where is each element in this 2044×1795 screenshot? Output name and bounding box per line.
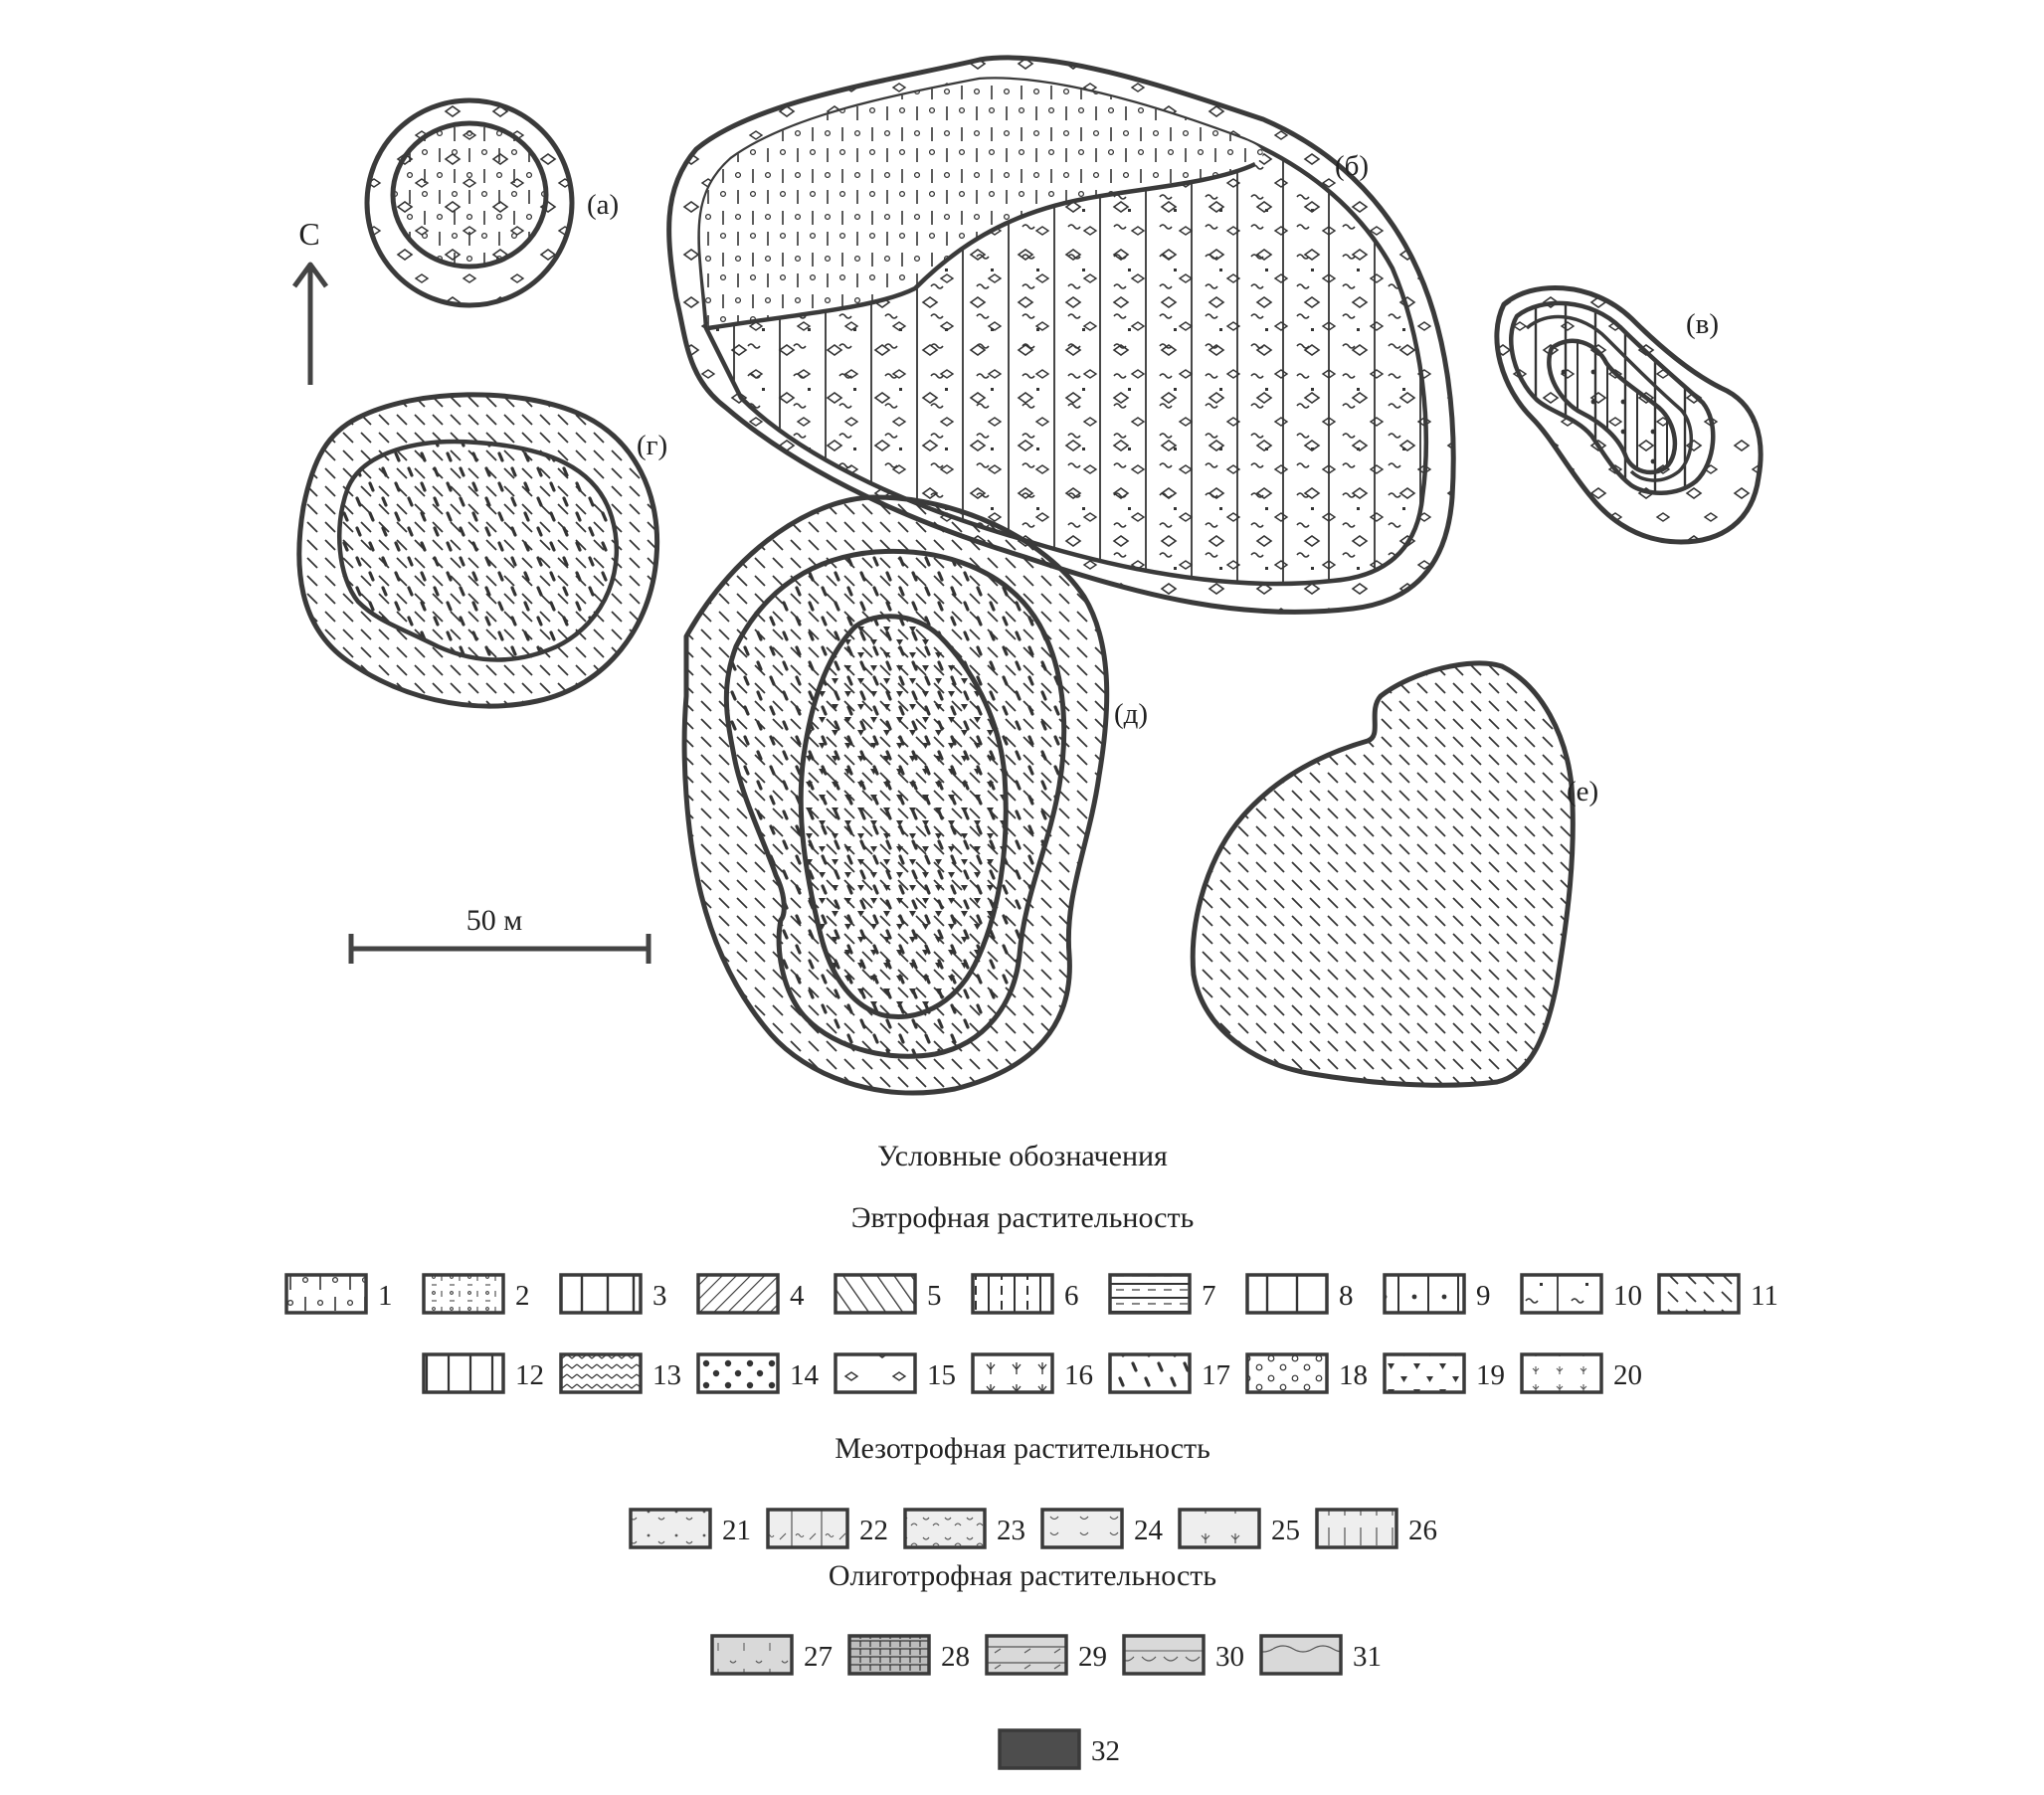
- legend-item-26-number: 26: [1408, 1515, 1437, 1546]
- legend-item-29-swatch: [987, 1636, 1066, 1674]
- legend-item-4-swatch: [698, 1275, 778, 1313]
- north-label: С: [298, 216, 320, 252]
- legend-item-6-number: 6: [1064, 1280, 1079, 1312]
- legend-item-5-number: 5: [927, 1280, 942, 1312]
- legend-item-9-number: 9: [1476, 1280, 1491, 1312]
- legend-item-13-swatch: [561, 1354, 641, 1392]
- legend-item-27-number: 27: [804, 1641, 833, 1673]
- site-e: [1193, 663, 1573, 1085]
- legend-item-12-number: 12: [515, 1359, 544, 1391]
- site-label-e: (е): [1567, 776, 1599, 808]
- legend-item-1-number: 1: [378, 1280, 393, 1312]
- legend-item-4-number: 4: [790, 1280, 805, 1312]
- site-label-d: (д): [1114, 698, 1149, 730]
- legend-item-3-number: 3: [652, 1280, 667, 1312]
- scale-label: 50 м: [465, 904, 523, 937]
- legend-item-17-number: 17: [1202, 1359, 1230, 1391]
- legend-item-19-number: 19: [1476, 1359, 1505, 1391]
- legend-item-28-swatch: [849, 1636, 929, 1674]
- site-label-v: (в): [1686, 308, 1720, 340]
- legend-item-5-swatch: [836, 1275, 915, 1313]
- legend-item-6-swatch: [973, 1275, 1052, 1313]
- legend-item-10-number: 10: [1613, 1280, 1642, 1312]
- legend-item-21-number: 21: [722, 1515, 751, 1546]
- legend: [286, 1140, 1778, 1768]
- legend-item-20-number: 20: [1613, 1359, 1642, 1391]
- legend-item-26-swatch: [1317, 1510, 1396, 1547]
- legend-item-23-number: 23: [997, 1515, 1025, 1546]
- legend-item-8-number: 8: [1339, 1280, 1354, 1312]
- legend-item-30-number: 30: [1215, 1641, 1244, 1673]
- legend-item-27-swatch: [712, 1636, 792, 1674]
- site-a: [367, 100, 572, 305]
- legend-item-30-swatch: [1124, 1636, 1204, 1674]
- legend-item-32-number: 32: [1091, 1735, 1120, 1767]
- legend-item-11-swatch: [1659, 1275, 1739, 1313]
- legend-item-16-swatch: [973, 1354, 1052, 1392]
- legend-item-23-swatch: [905, 1510, 985, 1547]
- site-label-a: (а): [587, 189, 620, 221]
- legend-item-22-number: 22: [859, 1515, 888, 1546]
- legend-item-18-swatch: [1247, 1354, 1327, 1392]
- legend-item-3-swatch: [561, 1275, 641, 1313]
- legend-group-title: Эвтрофная растительность: [850, 1201, 1195, 1234]
- legend-item-7-swatch: [1110, 1275, 1190, 1313]
- legend-item-12-swatch: [424, 1354, 503, 1392]
- legend-item-24-swatch: [1042, 1510, 1122, 1547]
- site-label-g: (г): [637, 430, 668, 461]
- legend-title: Условные обозначения: [877, 1140, 1168, 1172]
- legend-item-31-swatch: [1261, 1636, 1341, 1674]
- legend-item-24-number: 24: [1134, 1515, 1163, 1546]
- site-v: [1497, 287, 1761, 542]
- legend-item-32-swatch: [1000, 1730, 1079, 1768]
- site-g: [299, 395, 657, 706]
- legend-item-25-number: 25: [1271, 1515, 1300, 1546]
- north-arrow: [294, 265, 326, 385]
- legend-item-7-number: 7: [1202, 1280, 1216, 1312]
- legend-item-10-swatch: [1522, 1275, 1601, 1313]
- site-label-b: (б): [1335, 150, 1370, 182]
- legend-item-19-swatch: [1385, 1354, 1464, 1392]
- legend-item-28-number: 28: [941, 1641, 970, 1673]
- legend-item-15-swatch: [836, 1354, 915, 1392]
- legend-group-title: Олиготрофная растительность: [828, 1559, 1217, 1592]
- legend-item-1-swatch: [286, 1275, 366, 1313]
- legend-item-20-swatch: [1522, 1354, 1601, 1392]
- legend-item-2-swatch: [424, 1275, 503, 1313]
- legend-group-title: Мезотрофная растительность: [835, 1432, 1210, 1465]
- legend-item-17-swatch: [1110, 1354, 1190, 1392]
- legend-item-9-swatch: [1385, 1275, 1464, 1313]
- legend-item-11-number: 11: [1751, 1280, 1778, 1312]
- legend-item-2-number: 2: [515, 1280, 530, 1312]
- legend-item-15-number: 15: [927, 1359, 956, 1391]
- legend-item-16-number: 16: [1064, 1359, 1093, 1391]
- legend-item-18-number: 18: [1339, 1359, 1368, 1391]
- legend-item-14-swatch: [698, 1354, 778, 1392]
- scale-bar: [351, 934, 649, 964]
- legend-item-29-number: 29: [1078, 1641, 1107, 1673]
- legend-item-14-number: 14: [790, 1359, 819, 1391]
- site-d: [684, 497, 1107, 1093]
- legend-item-25-swatch: [1180, 1510, 1259, 1547]
- legend-item-31-number: 31: [1353, 1641, 1382, 1673]
- legend-item-21-swatch: [631, 1510, 710, 1547]
- legend-item-13-number: 13: [652, 1359, 681, 1391]
- legend-item-22-swatch: [768, 1510, 847, 1547]
- legend-item-8-swatch: [1247, 1275, 1327, 1313]
